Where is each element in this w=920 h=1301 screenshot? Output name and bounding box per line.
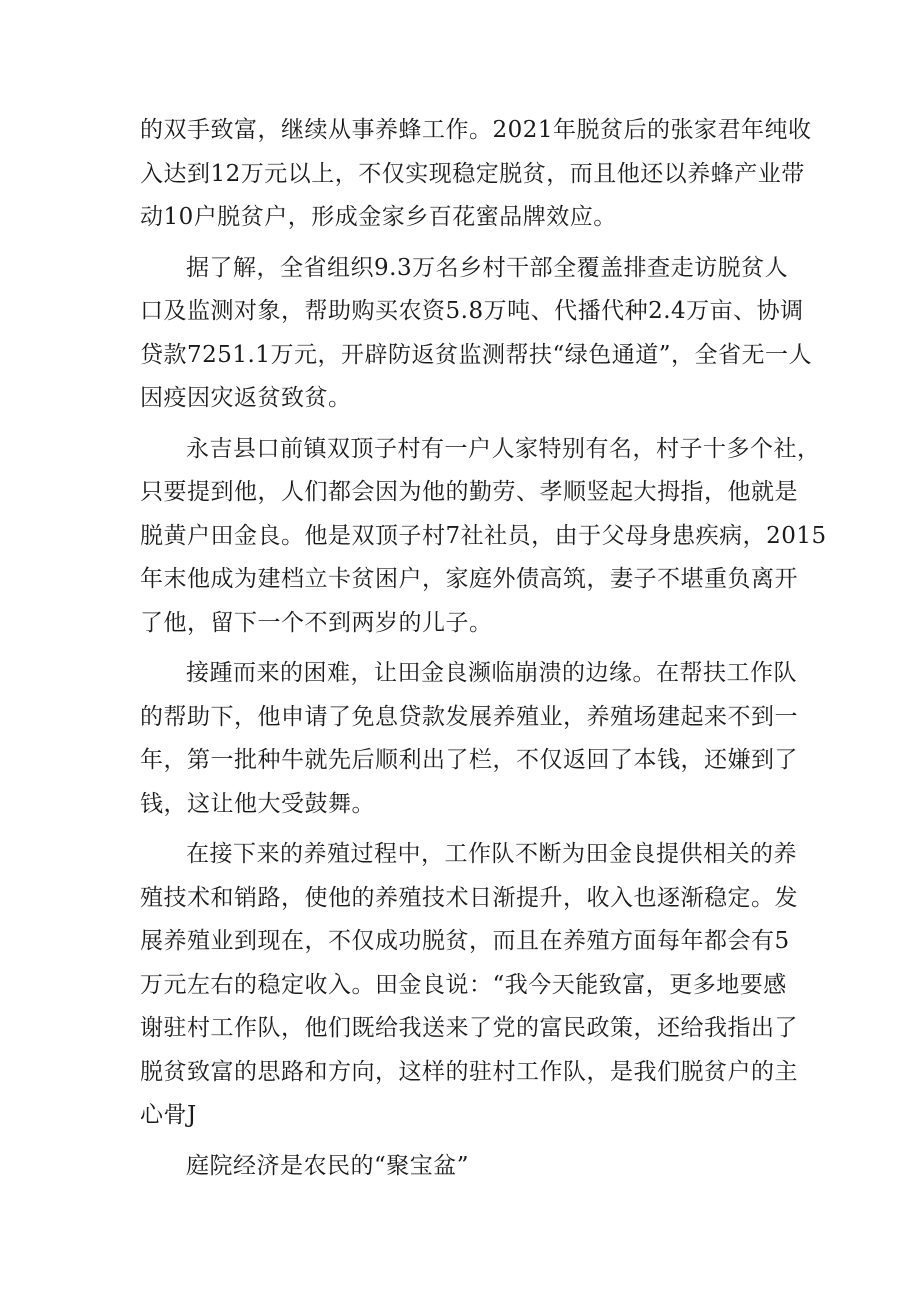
text-line: 的帮助下，他申请了免息贷款发展养殖业，养殖场建起来不到一 bbox=[140, 703, 798, 730]
text-line: 因疫因灾返贫致贫。 bbox=[140, 385, 352, 411]
text-line: 脱黄户田金良。他是双顶子村7社社员，由于父母身患疾病，2015 bbox=[140, 522, 827, 549]
text-line: 钱，这让他大受鼓舞。 bbox=[140, 790, 375, 817]
paragraph-2 bbox=[140, 247, 812, 421]
document-body bbox=[140, 109, 827, 1188]
text-line: 贷款7251.1万元，开辟防返贫监测帮扶“绿色通道”，全省无一人 bbox=[140, 341, 812, 368]
paragraph-3 bbox=[140, 428, 827, 646]
section-heading bbox=[140, 1145, 780, 1189]
text-line: 据了解，全省组织9.3万名乡村干部全覆盖排查走访脱贫人 bbox=[186, 254, 789, 281]
text-line: 入达到12万元以上，不仅实现稳定脱贫，而且他还以养蜂产业带 bbox=[140, 160, 805, 187]
text-line: 了他，留下一个不到两岁的儿子。 bbox=[140, 609, 493, 636]
text-line: 只要提到他，人们都会因为他的勤劳、孝顺竖起大拇指，他就是 bbox=[140, 479, 798, 505]
paragraph-4 bbox=[140, 652, 798, 826]
text-line: 口及监测对象，帮助购买农资5.8万吨、代播代种2.4万亩、协调 bbox=[140, 298, 804, 324]
text-line: 展养殖业到现在，不仅成功脱贫，而且在养殖方面每年都会有5 bbox=[140, 928, 790, 954]
text-line: 接踵而来的困难，让田金良濒临崩溃的边缘。在帮扶工作队 bbox=[186, 660, 797, 686]
text-line: 谢驻村工作队，他们既给我送来了党的富民政策，还给我指出了 bbox=[140, 1015, 798, 1041]
text-line: 年，第一批种牛就先后顺利出了栏，不仅返回了本钱，还嫌到了 bbox=[140, 747, 798, 773]
text-line: 脱贫致富的思路和方向，这样的驻村工作队，是我们脱贫户的主 bbox=[140, 1058, 798, 1085]
paragraph-1 bbox=[140, 109, 812, 240]
text-line: 的双手致富，继续从事养蜂工作。2021年脱贫后的张家君年纯收 bbox=[140, 117, 812, 143]
heading-text: 庭院经济是农民的“聚宝盆” bbox=[186, 1152, 470, 1179]
paragraph-5 bbox=[140, 833, 798, 1138]
text-line: 动10户脱贫户，形成金家乡百花蜜品牌效应。 bbox=[140, 204, 617, 230]
text-line: 在接下来的养殖过程中，工作队不断为田金良提供相关的养 bbox=[186, 841, 797, 867]
text-line: 永吉县口前镇双顶子村有一户人家特别有名，村子十多个社， bbox=[186, 435, 821, 462]
text-line: 心骨J bbox=[140, 1102, 197, 1128]
text-line: 殖技术和销路，使他的养殖技术日渐提升，收入也逐渐稳定。发 bbox=[140, 884, 798, 911]
text-line: 年末他成为建档立卡贫困户，家庭外债高筑，妻子不堪重负离开 bbox=[140, 566, 798, 592]
text-line: 万元左右的稳定收入。田金良说：“我今天能致富，更多地要感 bbox=[140, 971, 787, 998]
